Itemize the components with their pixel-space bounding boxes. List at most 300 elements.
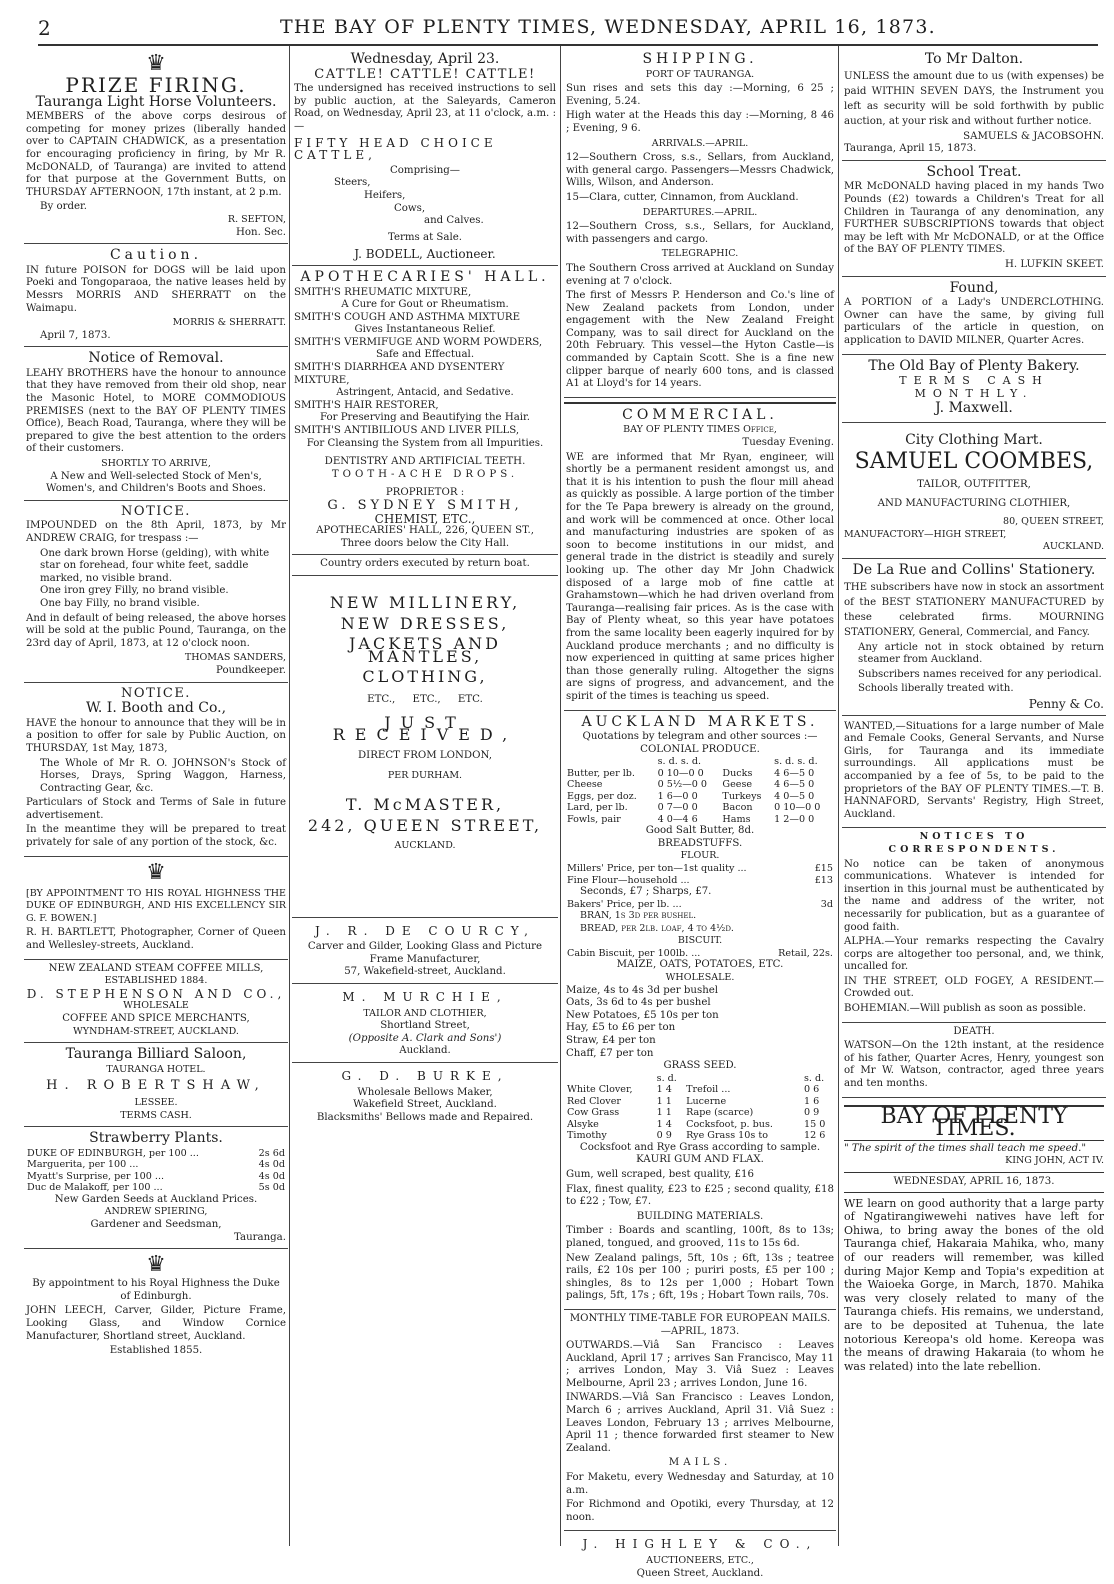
article-text: 15—Clara, cutter, Cinnamon, from Auckland. [566, 191, 799, 203]
page-number: 2 [38, 16, 51, 40]
article-text: Sun rises and sets this day :—Morning, 6 25 ; Evening, 5.24. [566, 83, 834, 107]
table-cell: 1 4 [656, 1084, 672, 1096]
murchie-ad [292, 984, 558, 1063]
masthead [0, 0, 1114, 44]
product-desc: For Preserving and Beautifying the Hair. [319, 412, 531, 424]
article-text: No notice can be taken of anonymous communications. Whatever is intended for insertion in this journal must be authenticated by the name and address of the writer, not necessarily for publication, but as a guarantee of good faith. [844, 858, 1104, 933]
ad-role: Hon. Sec. [235, 226, 286, 238]
table-row [566, 1084, 834, 1096]
burke-ad [292, 1063, 558, 1128]
ad-body: MEMBERS of the above corps desirous of competing for money prizes (liberally handed over to CAPTAIN CHADWICK, as a presentation for encouraging proficiency in firing, by Mr R. McDONALD, of Tauranga) are invited to attend for that purpose at the Government Butts, on THURSDAY AFTERNOON, 17th instant, at 2 p.m. [26, 111, 286, 198]
article-text: OUTWARDS.—Viâ San Francisco : Leaves Auckland, April 17 ; arrives San Francisco, May 11 ; arrives London, May 3. Viâ Suez : Leaves Melbourne, April 23 ; arrives London, June 16. [566, 1340, 834, 1389]
ad-name: T. McMASTER, [345, 794, 505, 814]
ad-body: In the meantime they will be prepared to treat privately for sale of any portion of the stock, &c. [26, 824, 286, 849]
list-item [294, 425, 556, 450]
list-item [294, 287, 556, 312]
table-cell: Retail, 22s. [778, 947, 833, 959]
ad-text: COFFEE AND SPICE MERCHANTS, [62, 1013, 250, 1024]
table-cell: Cheese [567, 779, 603, 791]
list-item: Oats, 3s 6d to 4s per bushel [566, 997, 711, 1009]
table-cell: 0 9 [803, 1107, 820, 1119]
table-cell: s. d. [656, 1072, 677, 1084]
ad-text: JACKETS AND MANTLES, [349, 634, 501, 666]
article-text: For Maketu, every Wednesday and Saturday, at 10 a.m. [566, 1472, 834, 1496]
ad-text: Queen Street, Auckland. [636, 1567, 764, 1579]
list-item: and Calves. [424, 215, 484, 227]
table-cell: Cabin Biscuit, per 100lb. ... [567, 947, 701, 959]
decourcy-ad [292, 918, 558, 984]
cattle-ad [292, 48, 558, 266]
section-title: MONTHLY TIME-TABLE FOR EUROPEAN MAILS.—APRIL, 1873. [569, 1312, 831, 1337]
ad-title: De La Rue and Collins' Stationery. [852, 562, 1096, 579]
table-cell: Rye Grass 10s to [686, 1130, 768, 1142]
delarue-ad [842, 559, 1106, 716]
table-cell: Alsyke [567, 1118, 599, 1130]
ad-title: NEW ZEALAND STEAM COFFEE MILLS, [48, 962, 264, 974]
table-cell: Butter, per lb. [567, 767, 635, 779]
section-title: DEATH. [953, 1025, 995, 1037]
list-item: Steers, [334, 177, 371, 189]
ad-text: Schools liberally treated with. [858, 683, 1014, 695]
article-text: WATSON—On the 12th instant, at the residence of his father, Quarter Acres, Henry, youngest son of Mr W. Watson, contractor, aged three years and ten months. [844, 1040, 1104, 1090]
ad-name: J. R. DE COURCY, [315, 923, 535, 938]
commercial-section [564, 402, 836, 711]
ad-title: PRIZE FIRING. [65, 73, 247, 97]
table-cell: Fowls, pair [567, 813, 621, 825]
table-cell: Trefoil ... [686, 1084, 731, 1096]
table-row [26, 1171, 286, 1183]
table-cell [566, 1073, 656, 1085]
article-text: IN THE STREET, OLD FOGEY, A RESIDENT.—Crowded out. [844, 975, 1104, 1000]
table-cell: 4 6—5 0 [774, 767, 815, 779]
article-text: ALPHA.—Your remarks respecting the Cavalry corps are altogether too personal, and, we think, uncalled for. [844, 936, 1104, 973]
ad-body: LEAHY BROTHERS have the honour to announce that they have removed from their old shop, near the Masonic Hotel, to MORE COMMODIOUS PREMISES (next to the BAY OF PLENTY TIMES Office), Beach Road, Tauranga, where they will be prepared to give the best attention to the orders of their customers. [26, 367, 286, 455]
ad-signature: J. BODELL, Auctioneer. [354, 247, 496, 262]
table-cell: £15 [814, 863, 833, 875]
ad-name: SAMUEL COOMBES, [854, 449, 1094, 475]
ad-body: Particulars of Stock and Terms of Sale in future advertisement. [26, 797, 286, 821]
ad-text: Wholesale Bellows Maker, [357, 1086, 493, 1098]
table-cell: £13 [814, 874, 833, 886]
table-row [566, 802, 834, 814]
subheading: MAIZE, OATS, POTATOES, ETC. [616, 959, 784, 971]
table-row [566, 1073, 834, 1085]
table-cell: Lucerne [686, 1095, 727, 1107]
article-text: 12—Southern Cross, s.s., Sellars, from Auckland, with general cargo. Passengers—Messrs Chadwick, Wills, Wilson, and Anderson. [566, 152, 834, 189]
article-text: Quotations by telegram and other sources :— [582, 731, 818, 743]
ad-body: THE subscribers have now in stock an assortment of the BEST STATIONERY MANUFACTURED by these celebrated firms. MOURNING STATIONERY, General, Commercial, and Fancy. [844, 581, 1104, 638]
list-item: One dark brown Horse (gelding), with white star on forehead, four white feet, saddle marked, no visible brand. [40, 547, 270, 584]
ad-text: TERMS CASH. [120, 1109, 192, 1121]
list-item: Maize, 4s to 4s 3d per bushel [566, 984, 719, 996]
ad-text: WHOLESALE [123, 1000, 189, 1012]
ad-text: CLOTHING, [362, 667, 488, 687]
ad-text: Blacksmiths' Bellows made and Repaired. [316, 1111, 534, 1123]
editorial-motto: " The spirit of the times shall teach me speed." [844, 1142, 1087, 1154]
booth-notice [24, 683, 288, 857]
ad-body: HAVE the honour to announce that they will be in a position to offer for sale by Public Auction, on THURSDAY, 1st May, 1873, [26, 717, 286, 754]
strawberry-ad [24, 1127, 288, 1249]
editorial-title: BAY OF PLENTY TIMES. [844, 1105, 1104, 1141]
ad-title: To Mr Dalton. [924, 51, 1024, 67]
list-item [294, 312, 556, 337]
table-cell: Marguerita, per 100 ... [27, 1159, 139, 1171]
wanted-ad [842, 716, 1106, 829]
table-cell: s. d. s. d. [657, 756, 702, 768]
ad-text: AUCKLAND. [1042, 541, 1104, 553]
ad-text: TAILOR AND CLOTHIER, [363, 1007, 487, 1019]
table-cell [685, 1073, 803, 1085]
ad-title: NOTICE. [121, 685, 191, 701]
subheading: GRASS SEED. [663, 1060, 737, 1072]
billiard-ad [24, 1043, 288, 1127]
ad-text: PROPRIETOR : [385, 487, 465, 499]
article-text: Seconds, £7 ; Sharps, £7. [580, 886, 712, 898]
section-title: SHIPPING. [642, 51, 758, 67]
ad-text: CHEMIST, ETC., [374, 511, 476, 526]
ad-body: The undersigned has received instructions to sell by public auction, at the Saleyards, Cameron Road, on Wednesday, April 23, at 11 o'clock, a.m. :— [294, 83, 556, 132]
table-row [26, 1148, 286, 1160]
product-name: SMITH'S COUGH AND ASTHMA MIXTURE [294, 311, 521, 323]
column-3 [564, 48, 836, 1579]
ad-text: PER DURHAM. [387, 770, 463, 782]
list-item: New Potatoes, £5 10s per ton [566, 1009, 719, 1021]
editorial-section [842, 1098, 1106, 1380]
ad-name: G. SYDNEY SMITH, [327, 498, 523, 513]
section-title: COMMERCIAL. [622, 406, 778, 423]
biscuit-table [566, 948, 834, 960]
flour-table [566, 863, 834, 886]
table-cell: Rape (scarce) [686, 1107, 754, 1119]
table-row [566, 1107, 834, 1119]
table-cell: Turkeys [722, 790, 762, 802]
ad-body: IMPOUNDED on the 8th April, 1873, by Mr ANDREW CRAIG, for trespass :— [26, 520, 286, 544]
table-cell: Millers' Price, per ton—1st quality ... [567, 863, 747, 875]
ad-text: Tauranga. [234, 1231, 286, 1243]
table-cell: Ducks [722, 767, 753, 779]
table-cell: 1 6—0 0 [657, 790, 698, 802]
article-text: For Richmond and Opotiki, every Thursday, at 12 noon. [566, 1499, 834, 1523]
ad-text: Carver and Gilder, Looking Glass and Picture Frame Manufacturer, [307, 941, 543, 965]
ad-text: DIRECT FROM LONDON, [358, 749, 492, 761]
ad-title: The Old Bay of Plenty Bakery. [868, 357, 1080, 374]
product-name: SMITH'S HAIR RESTORER, [294, 399, 439, 411]
column-1 [24, 48, 288, 1548]
ad-text: TOOTH-ACHE DROPS. [331, 468, 519, 480]
table-row [26, 1159, 286, 1171]
dalton-ad [842, 48, 1106, 161]
ad-text: Three doors below the City Hall. [340, 537, 510, 549]
bakery-ad [842, 355, 1106, 423]
ad-name: W. I. Booth and Co., [85, 700, 227, 717]
table-cell: 15 0 [803, 1118, 826, 1130]
article-text: BRAN, 1s 3d per bushel. [580, 910, 697, 922]
ad-body: The Whole of Mr R. O. JOHNSON's Stock of Horses, Drays, Spring Waggon, Harness, Contracting Gear, &c. [40, 757, 286, 794]
table-cell: Eggs, per doz. [567, 790, 637, 802]
ad-text: MANUFACTORY—HIGH STREET, [844, 528, 1007, 540]
table-row [566, 779, 834, 791]
ad-text: By order. [40, 201, 88, 213]
ad-title: CATTLE! CATTLE! CATTLE! [314, 66, 536, 82]
royal-crest-icon: ♛ [146, 859, 166, 885]
table-row [26, 1182, 286, 1194]
ad-title: Notice of Removal. [88, 350, 224, 367]
ad-text: By appointment to his Royal Highness the Duke of Edinburgh. [32, 1278, 280, 1302]
table-cell: s. d. [803, 1072, 825, 1084]
table-cell: Timothy [567, 1130, 607, 1142]
table-cell: 1 1 [656, 1107, 672, 1119]
article-text: WE are informed that Mr Ryan, engineer, will shortly be a permanent resident amongst us, and that it is his intention to push the flour mill ahead as quickly as possible. A large portion of the timber for the Te Papa brewery is already on the ground, and work will be commenced at once. Other local and manufacturing industries are spoken of as soon to become institutions in our midst, and general trade in the district is steadily and surely looking up. The other day Mr John Chadwick disposed of a large mob of fine cattle at Grahamstown—which he had driven overland from Tauranga—realising fair prices. As is the case with Bay of Plenty wheat, so this year have potatoes from the same locality been eagerly inquired for by Auckland produce merchants ; and no difficulty is now experienced in quitting at same prices higher than those generally ruling. Altogether the signs are signs of progress, and advancement, and the spirit of the times is teaching us speed. [566, 451, 834, 702]
ad-name: D. STEPHENSON AND CO., [26, 986, 286, 1001]
article-text: Cocksfoot and Rye Grass according to sample. [579, 1141, 821, 1153]
subheading: COLONIAL PRODUCE. [640, 743, 760, 755]
ad-text: Shortland Street, [380, 1020, 470, 1032]
table-cell: Cow Grass [567, 1107, 620, 1119]
table-cell: Myatt's Surprise, per 100 ... [27, 1170, 165, 1182]
ad-text: A New and Well-selected Stock of Men's, Women's, and Children's Boots and Shoes. [45, 470, 267, 495]
prize-firing-ad [24, 48, 288, 244]
table-cell: White Clover, [567, 1084, 633, 1096]
ad-subtitle: Tauranga Light Horse Volunteers. [35, 93, 277, 110]
ad-role: Gardener and Seedsman, [90, 1218, 222, 1230]
table-row [566, 756, 834, 768]
table-row [566, 948, 834, 960]
table-cell: 0 9 [656, 1130, 672, 1142]
ad-title: School Treat. [926, 163, 1022, 180]
subheading: MAILS. [668, 1457, 732, 1469]
ad-signature: MORRIS & SHERRATT. [172, 317, 286, 329]
coffee-mills-ad [24, 960, 288, 1044]
ad-signature: H. LUFKIN SKEET. [1004, 258, 1104, 270]
column-2 [292, 48, 558, 1548]
product-name: SMITH'S ANTIBILIOUS AND LIVER PILLS, [294, 425, 520, 437]
ad-date: Wednesday, April 23. [350, 51, 500, 67]
table-cell: 5s 0d [258, 1182, 285, 1194]
article-text: High water at the Heads this day :—Morning, 8 46 ; Evening, 9 6. [566, 110, 834, 134]
table-cell: Cocksfoot, p. bus. [686, 1118, 773, 1130]
table-cell: 12 6 [803, 1130, 826, 1142]
produce-table [566, 756, 834, 825]
table-row [566, 1119, 834, 1131]
ad-role: Poundkeeper. [216, 664, 286, 676]
article-text: BOHEMIAN.—Will publish as soon as possible. [844, 1003, 1087, 1015]
table-cell: DUKE OF EDINBURGH, per 100 ... [27, 1147, 199, 1159]
ad-name: H. ROBERTSHAW, [46, 1078, 266, 1094]
ad-body: UNLESS the amount due to us (with expenses) be paid WITHIN SEVEN DAYS, the Instrument you left as security will be sold forthwith by public auction, at your risk and without further notice. [844, 70, 1104, 127]
flour-table [566, 899, 834, 911]
motto-source: KING JOHN, ACT IV. [1005, 1155, 1104, 1167]
ad-text: TAURANGA HOTEL. [106, 1063, 206, 1075]
table-cell: 0 6 [803, 1084, 820, 1096]
section-subtitle: PORT OF TAURANGA. [645, 68, 755, 80]
table-cell [566, 756, 657, 768]
apothecaries-ad [292, 266, 558, 555]
royal-crest-icon: ♛ [146, 1252, 166, 1278]
table-cell: 1 6 [803, 1095, 820, 1107]
table-row [566, 1096, 834, 1108]
caution-ad [24, 244, 288, 347]
ad-title: Strawberry Plants. [89, 1130, 223, 1147]
article-text: BAY OF PLENTY TIMES Office, [623, 424, 777, 436]
table-row [566, 875, 834, 887]
list-item: Chaff, £7 per ton [566, 1047, 654, 1059]
ad-title: Tauranga Billiard Saloon, [65, 1046, 247, 1063]
column-rule [289, 46, 290, 1546]
table-cell: s. d. s. d. [774, 756, 818, 768]
subheading: WHOLESALE. [665, 972, 735, 984]
leech-ad [24, 1249, 288, 1362]
table-cell: Red Clover [567, 1095, 621, 1107]
section-title: NOTICES TO CORRESPONDENTS. [888, 831, 1060, 855]
article-text: Gum, well scraped, best quality, £16 [566, 1168, 754, 1180]
subheading: ARRIVALS.—APRIL. [651, 137, 749, 149]
ad-body: R. H. BARTLETT, Photographer, Corner of Queen and Wellesley-streets, Auckland. [26, 927, 286, 952]
mails-section [564, 1310, 836, 1532]
highley-ad [564, 1531, 836, 1584]
list-item: Straw, £4 per ton [566, 1035, 656, 1046]
article-text: BREAD, per 2lb. loaf, 4 to 4½d. [580, 922, 734, 934]
ad-text: AUCTIONEERS, ETC., [646, 1555, 754, 1566]
ad-text: WYNDHAM-STREET, AUCKLAND. [73, 1025, 239, 1037]
table-row [566, 768, 834, 780]
subheading: BISCUIT. [677, 935, 723, 947]
ad-text: JUST RECEIVED, [332, 712, 518, 745]
removal-ad [24, 347, 288, 501]
clothing-mart-ad [842, 423, 1106, 559]
table-cell: Lard, per lb. [567, 802, 628, 814]
ad-text: 242, QUEEN STREET, [307, 815, 543, 835]
list-item [294, 337, 556, 362]
table-cell: 0 5½—0 0 [657, 779, 707, 791]
ad-body: A PORTION of a Lady's UNDERCLOTHING. Owner can have the same, by giving full particulars of the article in question, on application to DAVID MILNER, Quarter Acres. [844, 297, 1104, 346]
list-item: Cows, [394, 202, 426, 214]
list-item [294, 400, 556, 425]
column-4 [842, 48, 1106, 1548]
list-item: One bay Filly, no brand visible. [40, 597, 200, 609]
table-cell: 2s 6d [258, 1147, 285, 1159]
table-cell: 4 0—4 6 [657, 813, 698, 825]
editorial-date: WEDNESDAY, APRIL 16, 1873. [844, 1172, 1104, 1193]
ad-text: SHORTLY TO ARRIVE, [101, 458, 211, 470]
table-cell: 1 1 [656, 1095, 672, 1107]
ad-text: Established 1855. [109, 1345, 203, 1357]
bartlett-ad [24, 857, 288, 960]
death-notice [842, 1023, 1106, 1098]
ad-heading: FIFTY HEAD CHOICE CATTLE, [294, 135, 497, 163]
product-name: SMITH'S DIARRHŒA AND DYSENTERY MIXTURE, [294, 362, 505, 386]
ad-text: Wakefield Street, Auckland. [353, 1099, 497, 1111]
ad-name: J. Maxwell. [935, 400, 1013, 417]
table-cell: Hams [722, 813, 751, 825]
subheading: DEPARTURES.—APRIL. [642, 206, 758, 218]
ad-text: NEW MILLINERY, [329, 592, 521, 612]
product-desc: A Cure for Gout or Rheumatism. [341, 299, 509, 311]
list-item [294, 362, 556, 400]
table-cell: 0 7—0 0 [657, 802, 698, 814]
article-text: The first of Messrs P. Henderson and Co.'s line of New Zealand packets from London, under engagement with the New Zealand Freight Company, was to sail direct for Auckland on the 20th February. This vessel—the Hyton Castle—is commanded by Captain Scott. She is a fine new clipper barque of nearly 600 tons, and is classed A1 at Lloyd's for 14 years. [566, 290, 834, 390]
ad-name: J. HIGHLEY & CO., [582, 1537, 818, 1552]
ad-text: Any article not in stock obtained by return steamer from Auckland. [858, 641, 1104, 666]
ad-text: AND MANUFACTURING CLOTHIER, [877, 497, 1071, 509]
table-cell: 4s 0d [258, 1170, 285, 1182]
product-name: SMITH'S RHEUMATIC MIXTURE, [294, 286, 472, 298]
ad-body: JOHN LEECH, Carver, Gilder, Picture Frame, Looking Glass, and Window Cornice Manufacturer, Shortland street, Auckland. [26, 1305, 286, 1342]
product-desc: For Cleansing the System from all Impurities. [306, 437, 544, 449]
article-text: Timber : Boards and scantling, 100ft, 8s to 13s; planed, tongued, and grooved, 11s to 15s 6d. [566, 1225, 834, 1249]
ad-text: LESSEE. [134, 1096, 178, 1108]
ad-text: New Garden Seeds at Auckland Prices. [54, 1193, 258, 1205]
ad-date: April 7, 1873. [40, 329, 111, 341]
masthead-title: THE BAY OF PLENTY TIMES, WEDNESDAY, APRIL 16, 1873. [280, 16, 936, 38]
product-desc: Gives Instantaneous Relief. [354, 324, 496, 336]
section-title: AUCKLAND MARKETS. [581, 713, 819, 730]
table-cell: Fine Flour—household ... [567, 874, 690, 886]
ad-title: NOTICE. [121, 503, 191, 519]
table-row [566, 814, 834, 826]
correspondents-section [842, 828, 1106, 1022]
ad-name: G. D. BURKE, [341, 1069, 509, 1084]
ad-signature: R. SEFTON, [227, 213, 286, 225]
ad-signature: Penny & Co. [1028, 697, 1104, 711]
product-desc: Safe and Effectual. [375, 349, 475, 361]
ad-text: ESTABLISHED 1884. [104, 975, 208, 987]
article-text: Good Salt Butter, 8d. [645, 825, 755, 837]
column-rule [560, 46, 561, 1546]
table-row [566, 791, 834, 803]
school-treat-ad [842, 161, 1106, 277]
millinery-ad [292, 576, 558, 918]
ad-name: M. MURCHIE, [342, 990, 508, 1005]
table-cell: 1 4 [656, 1118, 672, 1130]
ad-text: TAILOR, OUTFITTER, [917, 479, 1031, 491]
price-table [26, 1148, 286, 1194]
ad-text: Auckland. [399, 1045, 451, 1057]
table-cell [721, 756, 773, 768]
table-cell: 4 0—5 0 [774, 790, 815, 802]
shipping-section [564, 48, 836, 398]
article-text: The Southern Cross arrived at Auckland on Sunday evening at 7 o'clock. [566, 262, 834, 287]
article-text: New Zealand palings, 5ft, 10s ; 6ft, 13s ; teatree rails, £2 10s per 100 ; puriri posts, £5 per 100 ; shingles, 8s to 12s per 1,000 ; Hobart Town palings, 5ft, 17s ; 6ft, 19s ; Hobart Town rails, 70s. [566, 1252, 834, 1302]
ad-signature: THOMAS SANDERS, [184, 652, 286, 664]
ad-text: AUCKLAND. [394, 840, 456, 852]
ad-signature: SAMUELS & JACOBSOHN. [963, 130, 1104, 142]
article-text: INWARDS.—Viâ San Francisco : Leaves London, March 6 ; arrives Auckland, April 31. Viâ Suez : Leaves London, February 13 ; arrives Melbourne, April 11 ; thence forwarded first steamer to New Zealand. [566, 1392, 834, 1454]
table-row [566, 1130, 834, 1142]
ad-title: Found, [949, 279, 999, 296]
article-text: 12—Southern Cross, s.s., Sellars, for Auckland, with passengers and cargo. [566, 221, 834, 245]
ad-text: [BY APPOINTMENT TO HIS ROYAL HIGHNESS THE DUKE OF EDINBURGH, AND HIS EXCELLENCY SIR G. F. BOWEN.] [26, 887, 286, 924]
ad-text: Terms at Sale. [387, 231, 462, 243]
ad-text: (Opposite A. Clark and Sons') [348, 1032, 502, 1044]
table-cell: 3d [820, 898, 833, 910]
list-item: One iron grey Filly, no brand visible. [40, 585, 229, 597]
ad-body: WANTED,—Situations for a large number of Male and Female Cooks, General Servants, and Nurse Girls, for Tauranga and its immediate surroundings. All applications must be accompanied by a fee of 5s, to be paid to the proprietors of the BAY OF PLENTY TIMES.—T. B. HANNAFORD, Servants' Registry, High Street, Auckland. [844, 720, 1104, 820]
table-cell: 4s 0d [258, 1159, 285, 1171]
table-cell: Geese [722, 779, 753, 791]
list-item: Heifers, [364, 189, 406, 201]
table-cell: Duc de Malakoff, per 100 ... [27, 1182, 163, 1194]
table-cell: 0 10—0 0 [657, 767, 704, 779]
markets-section [564, 711, 836, 1310]
ad-body: IN future POISON for DOGS will be laid upon Poeki and Tongoparaoa, the native leases held by Messrs MORRIS AND SHERRATT on the Waimapu. [26, 264, 286, 314]
country-orders: Country orders executed by return boat. [292, 555, 558, 576]
ad-text: APOTHECARIES' HALL, 226, QUEEN ST., [316, 525, 534, 537]
subheading: BUILDING MATERIALS. [636, 1210, 764, 1222]
ad-text: NEW DRESSES, [340, 613, 510, 633]
subheading: TELEGRAPHIC. [661, 248, 739, 260]
grass-seed-table [566, 1073, 834, 1142]
ad-text: Comprising— [390, 164, 460, 176]
